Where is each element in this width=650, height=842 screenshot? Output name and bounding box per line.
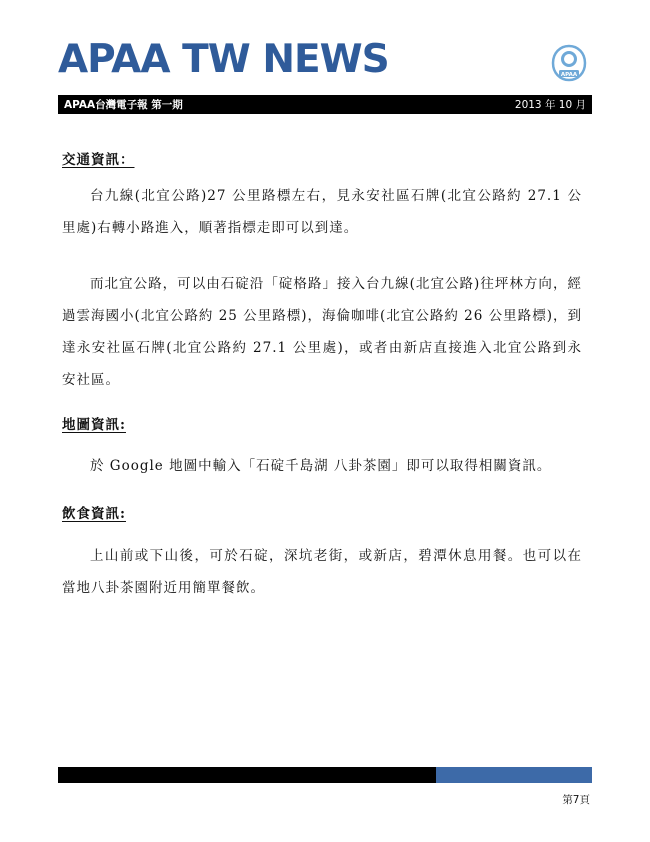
food-heading: 飲食資訊: xyxy=(62,506,126,522)
traffic-heading: 交通資訊： xyxy=(62,152,135,168)
food-paragraph: 上山前或下山後，可於石碇，深坑老街，或新店，碧潭休息用餐。也可以在當地八卦茶園附近用簡單餐飲。 xyxy=(62,548,582,596)
map-heading: 地圖資訊: xyxy=(62,417,126,433)
map-paragraph: 於 Google 地圖中輸入「石碇千島湖 八卦茶園」即可以取得相關資訊。 xyxy=(90,458,552,474)
footer-bar xyxy=(58,767,592,783)
issue-date: 2013 年 10 月 xyxy=(514,99,586,111)
traffic-paragraph-2: 而北宜公路，可以由石碇沿「碇格路」接入台九線(北宜公路)往坪林方向，經過雲海國小(北宜公路約 25 公里路標)，海倫咖啡(北宜公路約 26 公里路標)，到達永安社區石牌(北宜公路約 27.1 公里處)，或者由新店直接進入北宜公路到永安社區。 xyxy=(62,276,582,388)
masthead-title: APAA TW NEWS xyxy=(58,37,389,82)
footer-bar-blue xyxy=(436,767,592,783)
page-number: 第7頁 xyxy=(562,794,590,806)
traffic-paragraph-1: 台九線(北宜公路)27 公里路標左右，見永安社區石牌(北宜公路約 27.1 公里處)右轉小路進入，順著指標走即可以到達。 xyxy=(62,188,582,236)
header-bar xyxy=(58,95,592,114)
footer-bar-black xyxy=(58,767,436,783)
apaa-logo-icon xyxy=(551,44,587,82)
logo-text: APAA xyxy=(560,71,578,78)
issue-label: APAA台灣電子報 第一期 xyxy=(64,99,183,111)
